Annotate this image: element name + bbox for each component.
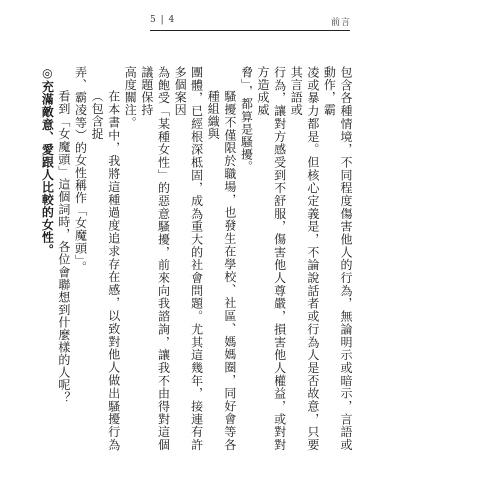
text-column: 包含各種情境，不同程度傷害他人的行為，無論明示或暗示，言語或動作，霸: [322, 66, 353, 451]
text-column: 在本書中，我將這種過度追求存在感，以致對他人做出騷擾行為（包含捉: [90, 90, 121, 451]
running-header: 前言: [331, 18, 352, 28]
text-column: 行為，讓對方感受到不舒服，傷害他人尊嚴，損害他人權益，或對對方造成威: [256, 66, 287, 451]
text-column: 高度關注。: [123, 66, 138, 129]
text-column: 為飽受「某種女性」的惡意騷擾，前來向我諮詢，讓我不由得對這個議題保持: [139, 66, 171, 451]
text-column: 凌或暴力都是。但核心定義是，不論說話者或行為人是否故意，只要其言語或: [289, 66, 320, 451]
section-heading: ◎充滿敵意、愛跟人比較的女性。: [40, 66, 55, 257]
text-column: 團體，已經根深柢固，成為重大的社會問題。尤其這幾年，接連有許多個案因: [173, 66, 204, 451]
page-number: 5 | 4: [150, 15, 176, 25]
page-body: [33, 66, 354, 451]
text-column: 脅」，都算是騷擾。: [239, 66, 254, 173]
header-divider: [150, 30, 350, 31]
text-column: 弄、霸凌等）的女性稱作「女魔頭」。: [73, 66, 88, 274]
text-column: 看到「女魔頭」這個詞時，各位會聯想到什麼樣的人呢？: [56, 90, 71, 404]
text-column: 騷擾不僅限於職場，也發生在學校、社區、媽媽圈，同好會等各種組織與: [206, 90, 237, 451]
